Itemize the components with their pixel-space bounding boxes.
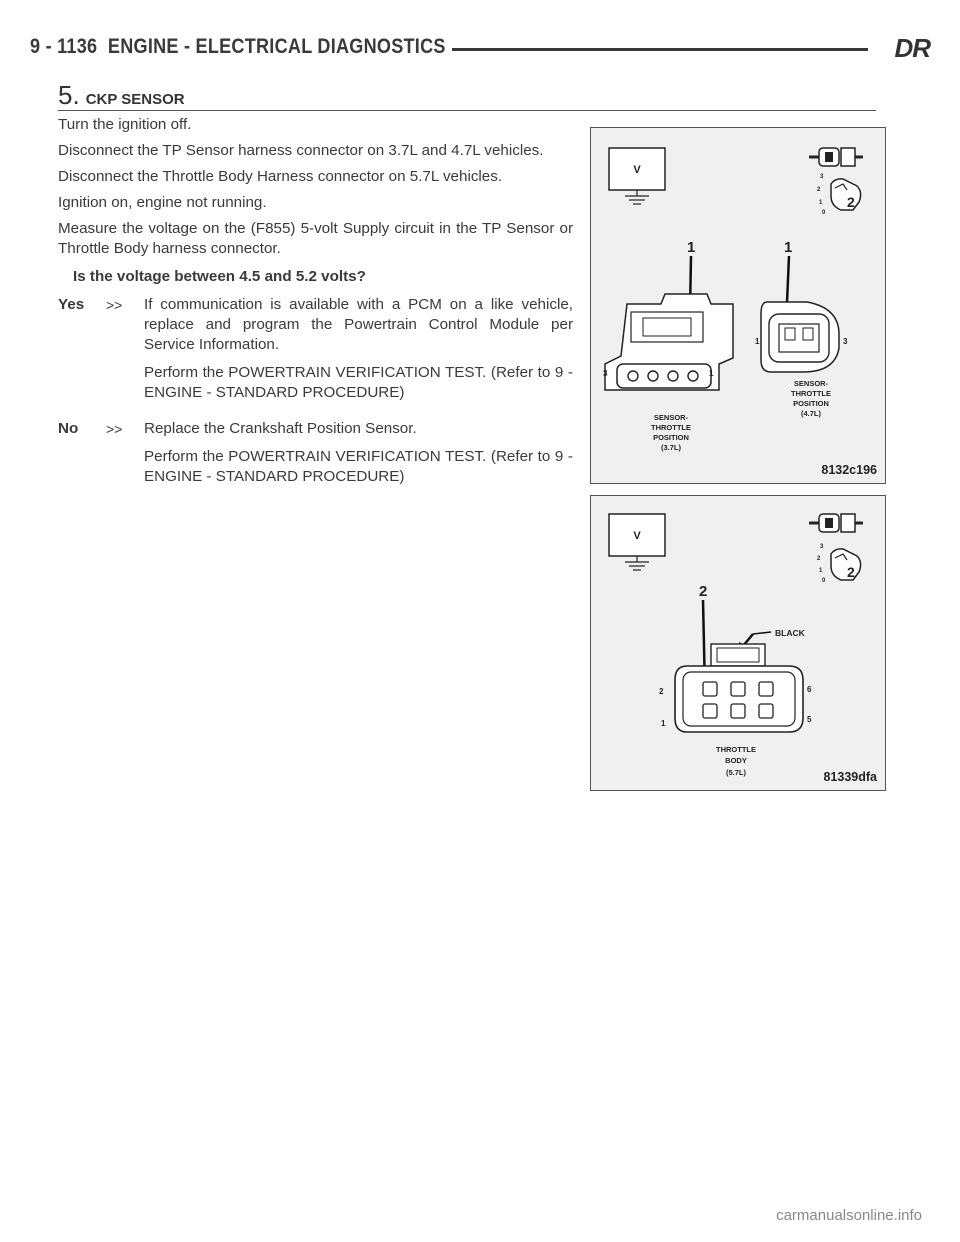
svg-text:0: 0	[822, 210, 826, 216]
watermark: carmanualsonline.info	[776, 1207, 922, 1224]
svg-text:SENSOR-: SENSOR-	[793, 379, 829, 388]
svg-text:POSITION: POSITION	[653, 433, 689, 442]
connector-3-7l	[603, 294, 733, 390]
answer-no-line: Replace the Crankshaft Position Sensor.	[144, 420, 417, 437]
voltmeter-icon	[609, 514, 665, 570]
svg-text:0: 0	[822, 578, 826, 584]
meter-symbol: V	[633, 530, 641, 542]
diagnostic-question: Is the voltage between 4.5 and 5.2 volts?	[73, 268, 366, 285]
callout-right: 1	[784, 239, 793, 256]
answer-yes-line: If communication is available with a PCM on a like vehicle, replace and program the Powertrain Control Module per Service Information.	[144, 296, 573, 353]
figure-id: 81339dfa	[823, 770, 877, 784]
svg-text:1: 1	[819, 568, 823, 574]
svg-text:6: 6	[807, 685, 812, 694]
svg-text:1: 1	[709, 369, 714, 378]
svg-text:THROTTLE: THROTTLE	[651, 423, 691, 432]
figure-throttle-body-connector	[590, 495, 886, 791]
answer-yes-arrow: >>	[106, 297, 123, 313]
page-number: 9 - 1136	[30, 35, 98, 58]
svg-text:3: 3	[603, 369, 608, 378]
svg-text:1: 1	[755, 337, 760, 346]
svg-text:3: 3	[843, 337, 848, 346]
svg-text:2: 2	[817, 187, 821, 193]
header-text	[30, 35, 446, 59]
svg-text:THROTTLE: THROTTLE	[716, 745, 756, 754]
answer-yes	[58, 295, 573, 411]
svg-text:POSITION: POSITION	[793, 399, 829, 408]
header-rule	[452, 48, 868, 51]
page-header	[30, 35, 930, 65]
svg-text:THROTTLE: THROTTLE	[791, 389, 831, 398]
answer-no-line: Perform the POWERTRAIN VERIFICATION TEST. (Refer to 9 - ENGINE - STANDARD PROCEDURE)	[144, 448, 573, 485]
caption-3-7l	[651, 413, 691, 452]
answer-yes-label: Yes	[58, 296, 85, 313]
svg-text:(5.7L): (5.7L)	[725, 768, 747, 777]
svg-text:(3.7L): (3.7L)	[660, 443, 682, 452]
step-heading	[58, 80, 876, 111]
svg-text:2: 2	[817, 556, 821, 562]
callout-left: 1	[687, 239, 696, 256]
procedure-text	[58, 115, 573, 495]
answer-no-label: No	[58, 420, 79, 437]
svg-text:SENSOR-: SENSOR-	[653, 413, 689, 422]
figure-id: 8132c196	[821, 463, 877, 477]
svg-text:2: 2	[847, 194, 855, 210]
instruction: Ignition on, engine not running.	[58, 194, 267, 211]
answer-no-arrow: >>	[106, 421, 123, 437]
svg-text:2: 2	[847, 564, 855, 580]
svg-text:(4.7L): (4.7L)	[800, 409, 822, 418]
instruction: Disconnect the Throttle Body Harness connector on 5.7L vehicles.	[58, 168, 503, 185]
svg-text:BODY: BODY	[725, 756, 747, 765]
instruction: Measure the voltage on the (F855) 5-volt Supply circuit in the TP Sensor or Throttle Body harness connector.	[58, 220, 573, 257]
step-title: CKP SENSOR	[85, 91, 185, 108]
connector-plug-icon	[809, 148, 863, 166]
caption-5-7l	[716, 745, 756, 777]
svg-text:2: 2	[659, 687, 664, 696]
svg-text:1: 1	[819, 200, 823, 206]
svg-text:1: 1	[661, 719, 666, 728]
color-label: BLACK	[775, 628, 805, 638]
voltmeter-icon	[609, 148, 665, 204]
svg-text:3: 3	[820, 174, 824, 180]
step-number: 5.	[58, 80, 80, 110]
connector-4-7l	[755, 302, 848, 372]
instruction: Turn the ignition off.	[58, 116, 192, 133]
section-title: ENGINE - ELECTRICAL DIAGNOSTICS	[107, 35, 446, 58]
answer-no	[58, 419, 573, 495]
connector-plug-icon	[809, 514, 863, 532]
model-logo: DR	[894, 33, 930, 63]
svg-text:5: 5	[807, 715, 812, 724]
figure-tp-sensor-connectors	[590, 127, 886, 484]
caption-4-7l	[791, 379, 831, 418]
callout-2: 2	[699, 583, 708, 600]
svg-text:3: 3	[820, 544, 824, 550]
ignition-switch-icon	[817, 174, 861, 216]
ignition-switch-icon	[817, 544, 861, 584]
instruction: Disconnect the TP Sensor harness connector on 3.7L and 4.7L vehicles.	[58, 142, 544, 159]
answer-yes-line: Perform the POWERTRAIN VERIFICATION TEST. (Refer to 9 - ENGINE - STANDARD PROCEDURE)	[144, 364, 573, 401]
meter-symbol: V	[633, 164, 641, 176]
connector-5-7l	[659, 644, 812, 732]
